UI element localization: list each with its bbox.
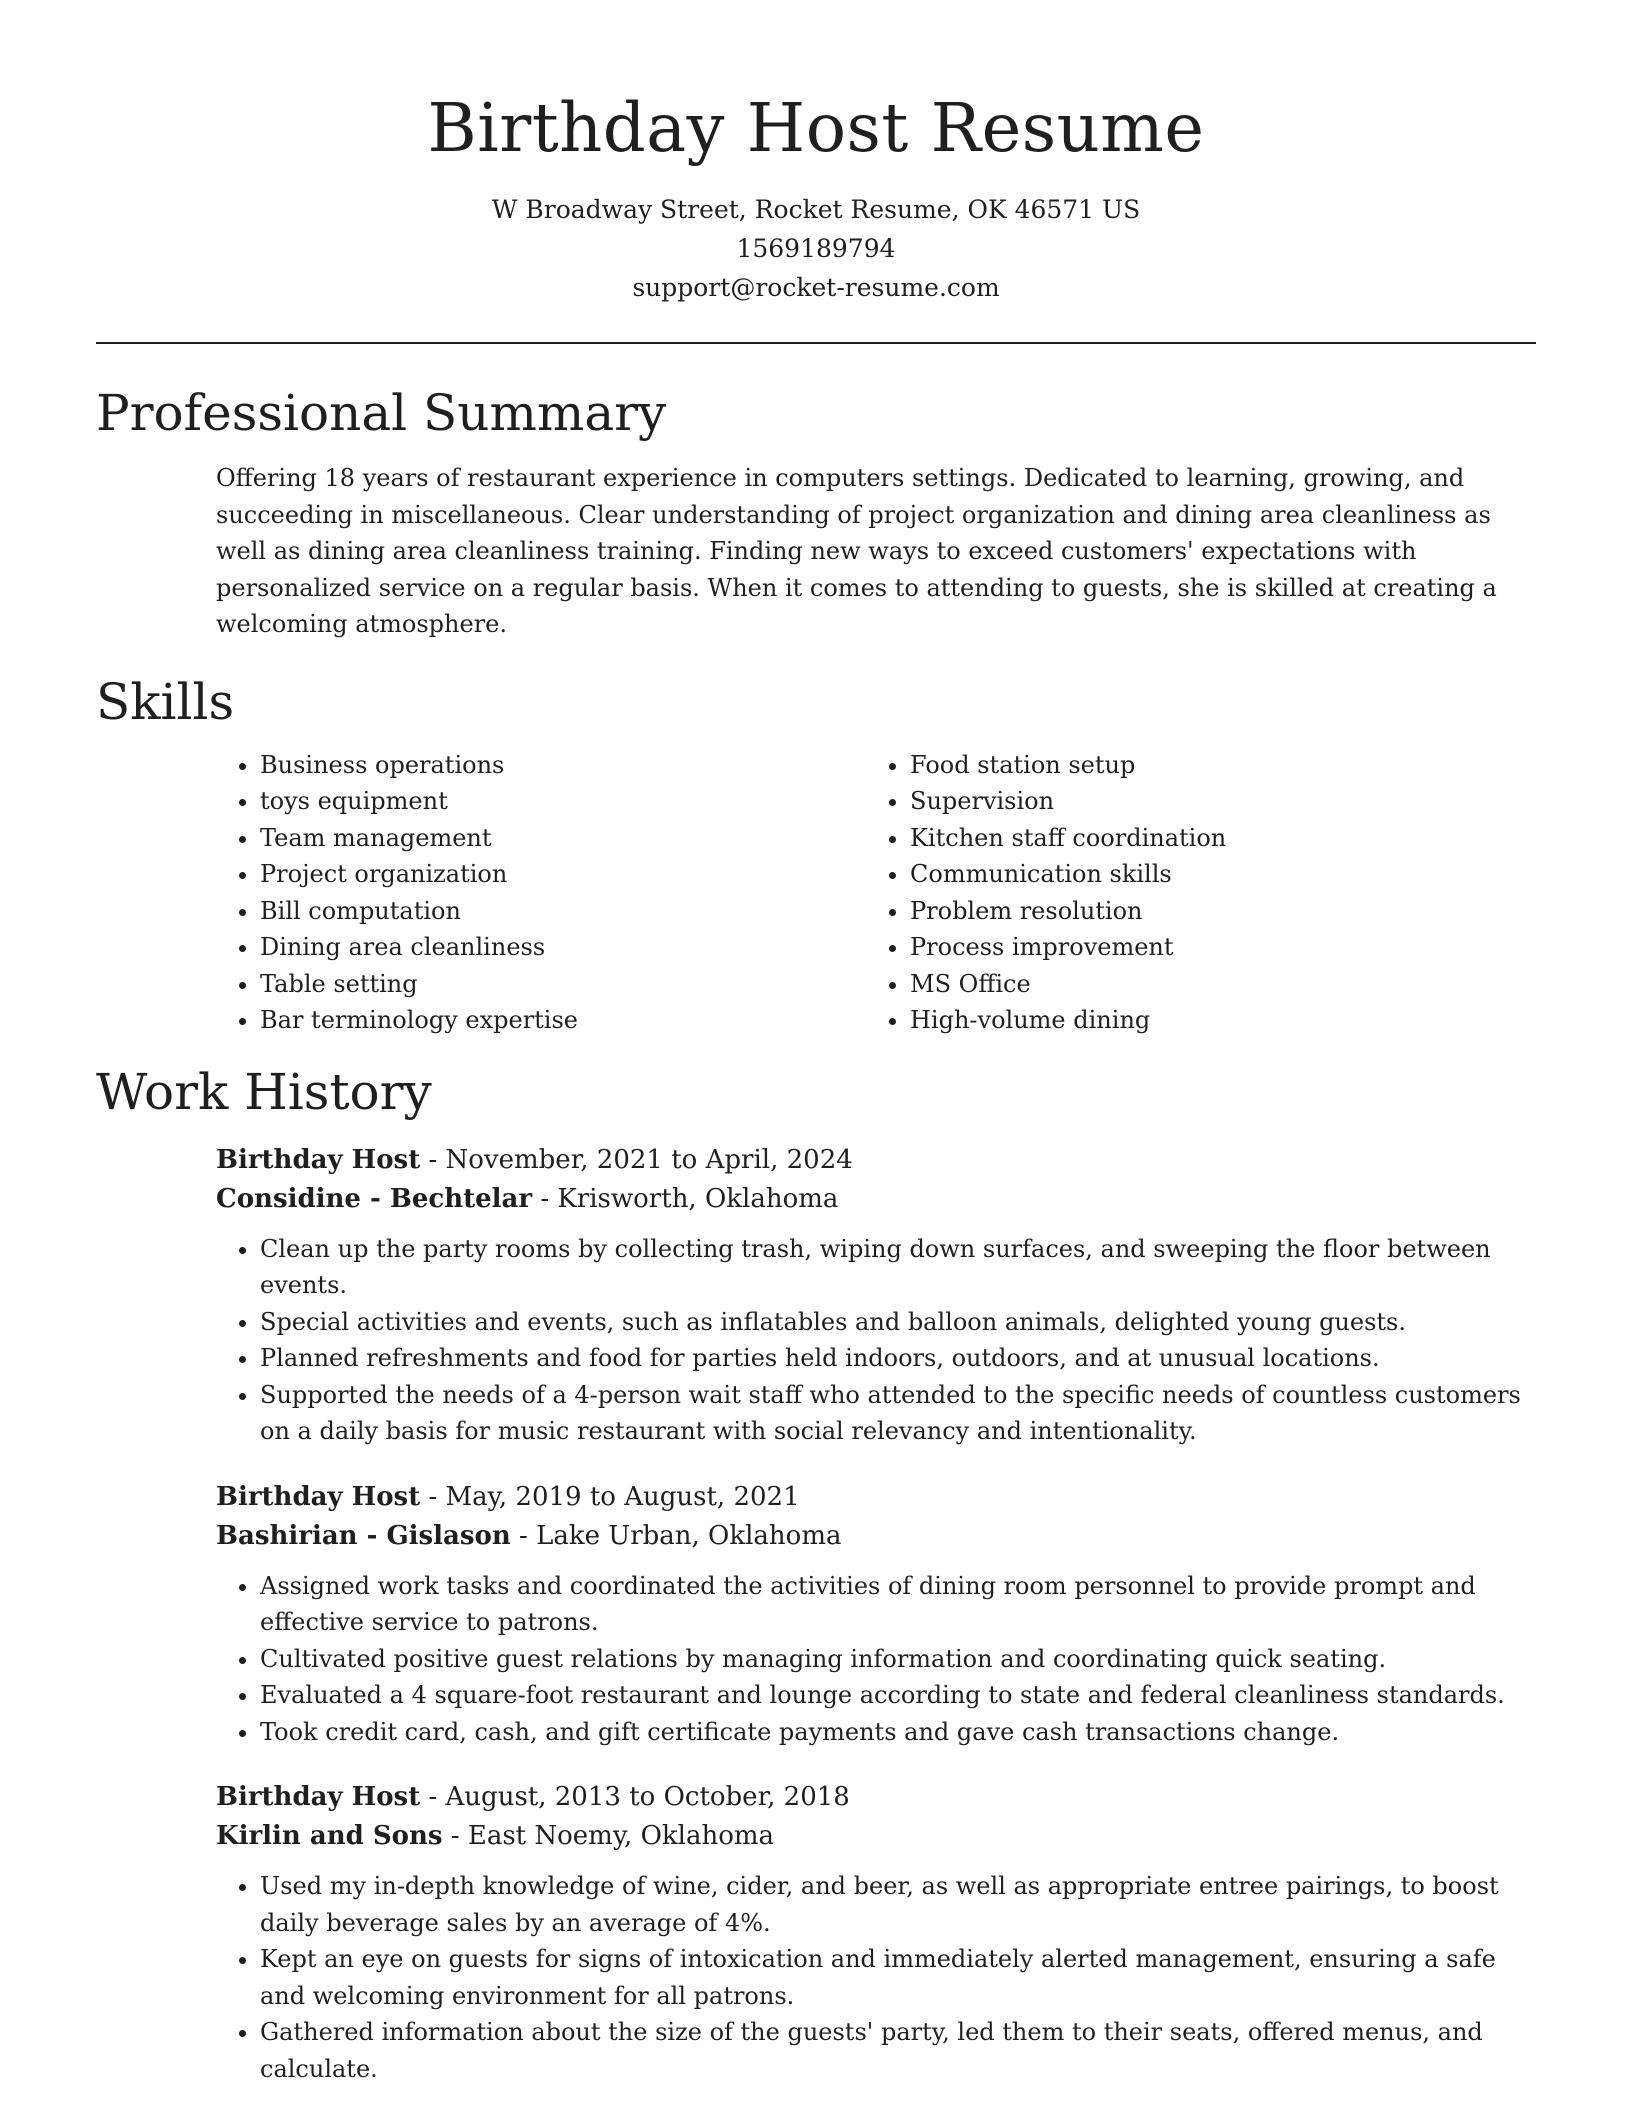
- skills-section: [96, 671, 1536, 1039]
- job-bullet: • Evaluated a 4 square-foot restaurant and lounge according to state and federal cleanliness standards.: [260, 1677, 1536, 1714]
- summary-section: [96, 382, 1536, 643]
- contact-address: W Broadway Street, Rocket Resume, OK 46571 US: [491, 195, 1141, 224]
- skill-item: • Bill computation: [260, 893, 866, 930]
- job-title-line: [216, 1778, 1536, 1817]
- contact-block: [96, 190, 1536, 307]
- job-bullets: [216, 1568, 1536, 1751]
- skills-heading: Skills: [96, 672, 235, 731]
- work-history-heading: Work History: [96, 1062, 432, 1121]
- contact-email: support@rocket-resume.com: [632, 273, 1000, 302]
- job-location: - Krisworth, Oklahoma: [532, 1183, 839, 1214]
- job-dates: - May, 2019 to August, 2021: [420, 1481, 800, 1512]
- skill-item: • High-volume dining: [910, 1002, 1526, 1039]
- job-role: Birthday Host: [216, 1782, 421, 1812]
- skill-item: • Table setting: [260, 966, 866, 1003]
- job-bullet: • Clean up the party rooms by collecting trash, wiping down surfaces, and sweeping the floor between events.: [260, 1231, 1536, 1304]
- skill-item: • Supervision: [910, 783, 1526, 820]
- job-bullet: • Kept an eye on guests for signs of intoxication and immediately alerted management, ensuring a safe and welcoming environment for all patrons.: [260, 1941, 1536, 2014]
- job-bullets: [216, 1868, 1536, 2087]
- job-company-line: [216, 1517, 1536, 1556]
- job-bullet: • Cultivated positive guest relations by managing information and coordinating quick seating.: [260, 1641, 1536, 1678]
- contact-phone: 1569189794: [736, 234, 896, 263]
- skills-column-right: [866, 747, 1526, 1039]
- header-divider: [96, 342, 1536, 344]
- job-title-line: [216, 1478, 1536, 1517]
- skill-item: • Problem resolution: [910, 893, 1526, 930]
- resume-header: [96, 0, 1536, 307]
- job-company-line: [216, 1180, 1536, 1219]
- job-bullets: [216, 1231, 1536, 1450]
- summary-heading: Professional Summary: [96, 384, 667, 442]
- job-company: Considine - Bechtelar: [216, 1183, 533, 1214]
- skill-item: • toys equipment: [260, 783, 866, 820]
- job-location: - East Noemy, Oklahoma: [442, 1821, 775, 1851]
- job-bullet: • Supported the needs of a 4-person wait staff who attended to the specific needs of countless customers on a daily basis for music restaurant with social relevancy and intentionality.: [260, 1377, 1536, 1450]
- job-bullet: • Used my in-depth knowledge of wine, cider, and beer, as well as appropriate entree pairings, to boost daily beverage sales by an average of 4%.: [260, 1868, 1536, 1941]
- skill-item: • Team management: [260, 820, 866, 857]
- skill-item: • Process improvement: [910, 929, 1526, 966]
- skill-item: • Business operations: [260, 747, 866, 784]
- job-bullet: • Gathered information about the size of the guests' party, led them to their seats, offered menus, and calculate.: [260, 2014, 1536, 2087]
- job-company: Bashirian - Gislason: [216, 1520, 511, 1551]
- skill-item: • Kitchen staff coordination: [910, 820, 1526, 857]
- job-role: Birthday Host: [216, 1144, 421, 1175]
- job-bullet: • Special activities and events, such as inflatables and balloon animals, delighted young guests.: [260, 1304, 1536, 1341]
- job-bullet: • Assigned work tasks and coordinated the activities of dining room personnel to provide prompt and effective service to patrons.: [260, 1568, 1536, 1641]
- job-company: Kirlin and Sons: [216, 1821, 443, 1851]
- skill-item: • MS Office: [910, 966, 1526, 1003]
- job-role: Birthday Host: [216, 1481, 421, 1512]
- skills-grid: [216, 747, 1536, 1039]
- job-dates: - November, 2021 to April, 2024: [420, 1144, 853, 1175]
- job-bullet: • Took credit card, cash, and gift certificate payments and gave cash transactions change.: [260, 1714, 1536, 1751]
- job-entry: [216, 1141, 1536, 1450]
- summary-text: Offering 18 years of restaurant experience in computers settings. Dedicated to learning, growing, and succeeding in miscellaneous. Clear understanding of project organization and dining area cleanliness as well as dining area cleanliness training. Finding new ways to exceed customers' expectations with personalized service on a regular basis. When it comes to attending to guests, she is skilled at creating a welcoming atmosphere.: [216, 464, 1497, 638]
- skill-item: • Food station setup: [910, 747, 1526, 784]
- job-dates: - August, 2013 to October, 2018: [420, 1782, 850, 1812]
- job-title-line: [216, 1141, 1536, 1180]
- skills-column-left: [216, 747, 866, 1039]
- skill-item: • Bar terminology expertise: [260, 1002, 866, 1039]
- skill-item: • Communication skills: [910, 856, 1526, 893]
- job-entry: [216, 1478, 1536, 1751]
- skill-item: • Project organization: [260, 856, 866, 893]
- skill-item: • Dining area cleanliness: [260, 929, 866, 966]
- job-location: - Lake Urban, Oklahoma: [510, 1520, 842, 1551]
- job-entry: [216, 1778, 1536, 2087]
- work-history-section: [96, 1061, 1536, 2088]
- job-bullet: • Planned refreshments and food for parties held indoors, outdoors, and at unusual locations.: [260, 1340, 1536, 1377]
- resume-title: Birthday Host Resume: [427, 89, 1205, 167]
- job-company-line: [216, 1817, 1536, 1856]
